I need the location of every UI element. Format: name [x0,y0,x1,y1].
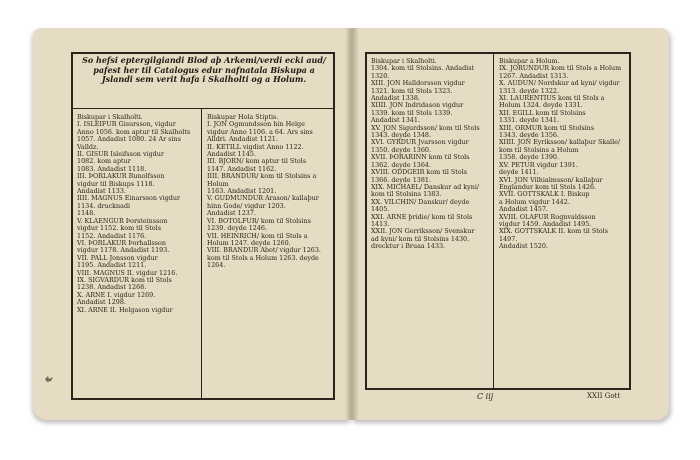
column-divider [493,54,494,388]
skalholt-bishops-column: Biskupar i Skalholti. 1304. kom til Stolsins. Andadist 1320. XIII. JON Halldorsson vigdur 1321. kom til Stols 1323. Andadist 1338. XIIII. JON Indridason vigdur 1339. kom til Stols 1339. Andadist 1341. XV. JON Sigurdsson/ kom til Stols 1343. deyde 1348. XVI. GYRDUR Jvarsson vigdur 1350. deyde 1360. XVII. ÞORARINN kom til Stols 1362. deyde 1364. XVIII. ODDGEIR kom til Stols 1366. deyde 1381. XIX. MICHAEL/ Danskur ad kyni/ kom til Stolsins 1383. XX. VILCHIN/ Danskur/ deyde 1405. XXI. ARNE þridie/ kom til Stols 1413. XXII. JON Gerriksson/ Svenskur ad kyni/ kom til Stolsins 1430. drecktur i Bruaa 1433. [371,57,480,251]
holar-bishops-column: Biskupar Hola Stiptis. I. JON Ogmundsson hin Helge vigdur Anno 1106. a 64. Ars sins Alldri. Andadist 1121. II. KETILL vigdist Anno 1122. Andadist 1145. III. BJORN/ kom aptur til Stols 1147. Andadist 1162. IIII. BRANDUR/ kom til Stolsins a Holum 1163. Andadist 1201. V. GUDMUNDUR Arason/ kallaþur hinn Gode/ vigdur 1203. Andadist 1237. VI. BOTOLFUR/ kom til Stolsins 1239. deyde 1246. VII. HEINRICH/ kom til Stols a Holum 1247. deyde 1260. VIII. BRANDUR Abot/ vigdur 1263. kom til Stols a Holum 1263. deyde 1264. [207,113,321,270]
left-text-frame [71,52,335,400]
signature-mark: C iij [477,392,494,401]
left-page [33,28,351,420]
skalholt-bishops-column: Biskupar i Skalholti. I. ISLEIFUR Gisursson, vigdur Anno 1056. kom aptur til Skalholts 1057. Andadist 1080. 24 Ar sins Valldz. II. GISUR Isleifsson vigdur 1082. kom aptur 1083. Andadist 1118. III. ÞORLAKUR Runolfsson vigdur til Biskups 1118. Andadist 1133. IIII. MAGNUS Einarsson vigdur 1134. drucknadi 1148. V. KLAENGUR Þorsteinsson vigdur 1152. kom til Stols 1152. Andadist 1176. VI. ÞORLAKUR Þorhallsson vigdur 1178. Andadist 1193. VII. PALL Jonsson vigdur 1195. Andadist 1211. VIII. MAGNUS II. vigdur 1216. IX. SIGVARDUR kom til Stols 1238. Andadist 1268. X. ARNE I. vigdur 1269. Andadist 1298. XI. ARNE II. Helgason vigdur [77,113,191,314]
catalogue-heading: So hefsi eptergilgiandi Blod aþ Arkemi/verdi ecki aud/ pafest her til Catalogus edur nafnatala Biskupa a Jslandi sem verit hafa i Skalholti og a Holum. [82,55,326,85]
ink-stain [43,374,55,384]
holar-bishops-column: Biskupar a Holum. IX. JORUNDUR kom til Stols a Holum 1267. Andadist 1313. X. AUDUN/ Nordskur ad kyni/ vigdur 1313. deyde 1322. XI. LAURENTIUS kom til Stols a Holum 1324. deyde 1331. XII. EGILL kom til Stolsins 1331. deyde 1341. XIII. ORMUR kom til Stolsins 1343. deyde 1356. XIIII. JON Eyriksson/ kallaþur Skalle/ kom til Stolsins a Holum 1358. deyde 1390. XV. PETUR vigdur 1391. deyde 1411. XVI. JON Vilhialmsson/ kallaþur Englandur kom til Stols 1426. XVII. GOTTSKALK I. Biskup a Holum vigdur 1442. Andadist 1457. XVIII. OLAFUR Rognvaldsson vigdur 1459. Andadist 1495. XIX. GOTTSKALK II. kom til Stols 1497. Andadist 1520. [499,57,622,251]
heading-rule [73,108,335,109]
catchword: XXII Gott [587,392,621,400]
book-gutter [345,28,359,420]
open-book [33,28,669,420]
right-page [351,28,669,420]
right-text-frame [365,52,631,390]
column-divider [201,108,202,398]
